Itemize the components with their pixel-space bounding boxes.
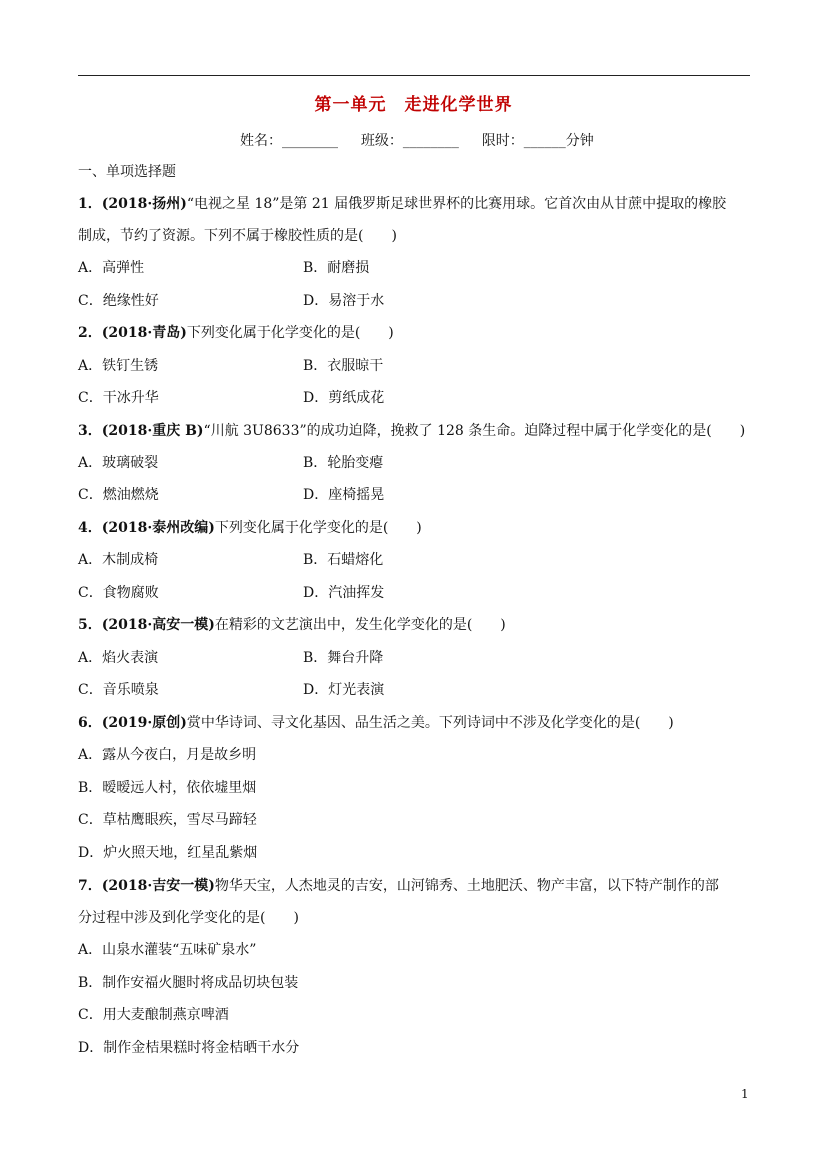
option-d[interactable]: D．易溶于水 <box>303 293 385 309</box>
question-2: 2．(2018·青岛)下列变化属于化学变化的是( ) <box>78 325 394 341</box>
option-b[interactable]: B．轮胎变瘪 <box>303 455 384 471</box>
option-c[interactable]: C．草枯鹰眼疾，雪尽马蹄轻 <box>78 812 257 828</box>
header-rule <box>78 75 750 76</box>
question-4-options-row2 <box>78 583 678 603</box>
option-a[interactable]: A．玻璃破裂 <box>78 455 159 471</box>
question-2-options-row1 <box>78 356 678 376</box>
question-5: 5．(2018·高安一模)在精彩的文艺演出中，发生化学变化的是( ) <box>78 617 506 633</box>
option-a[interactable]: A．露从今夜白，月是故乡明 <box>78 747 257 763</box>
option-c[interactable]: C．食物腐败 <box>78 585 159 601</box>
question-1-options-row2 <box>78 291 678 311</box>
question-4: 4．(2018·泰州改编)下列变化属于化学变化的是( ) <box>78 520 422 536</box>
question-2-options-row2 <box>78 388 678 408</box>
option-a[interactable]: A．山泉水灌装“五味矿泉水” <box>78 942 257 958</box>
option-c[interactable]: C．用大麦酿制燕京啤酒 <box>78 1007 229 1023</box>
option-a[interactable]: A．木制成椅 <box>78 552 159 568</box>
option-d[interactable]: D．灯光表演 <box>303 682 385 698</box>
option-b[interactable]: B．舞台升降 <box>303 650 384 666</box>
option-a[interactable]: A．焰火表演 <box>78 650 159 666</box>
option-b[interactable]: B．石蜡熔化 <box>303 552 384 568</box>
name-field[interactable]: 姓名：________ <box>240 133 338 149</box>
question-6: 6．(2019·原创)赏中华诗词、寻文化基因、品生活之美。下列诗词中不涉及化学变化的是( ) <box>78 715 674 731</box>
option-a[interactable]: A．高弹性 <box>78 260 145 276</box>
question-4-options-row1 <box>78 550 678 570</box>
question-7: 7．(2018·吉安一模)物华天宝，人杰地灵的吉安，山河锦秀、土地肥沃、物产丰富，以下特产制作的部 <box>78 878 719 894</box>
option-d[interactable]: D．剪纸成花 <box>303 390 385 406</box>
question-5-options-row2 <box>78 680 678 700</box>
question-7-stem-cont: 分过程中涉及到化学变化的是( ) <box>78 910 299 926</box>
question-3-options-row2 <box>78 485 678 505</box>
section-heading: 一、单项选择题 <box>78 164 176 180</box>
question-1: 1．(2018·扬州)“电视之星 18”是第 21 届俄罗斯足球世界杯的比赛用球。它首次由从甘蔗中提取的橡胶 <box>78 196 727 212</box>
option-b[interactable]: B．制作安福火腿时将成品切块包装 <box>78 975 299 991</box>
option-c[interactable]: C．干冰升华 <box>78 390 159 406</box>
option-d[interactable]: D．制作金桔果糕时将金桔晒干水分 <box>78 1040 300 1056</box>
option-c[interactable]: C．音乐喷泉 <box>78 682 159 698</box>
question-1-options-row1 <box>78 258 678 278</box>
time-field[interactable]: 限时：______分钟 <box>481 133 594 149</box>
option-b[interactable]: B．暧暧远人村，依依墟里烟 <box>78 780 257 796</box>
page-title: 第一单元 走进化学世界 <box>314 95 513 115</box>
student-info <box>240 130 608 150</box>
option-c[interactable]: C．绝缘性好 <box>78 293 159 309</box>
question-3-options-row1 <box>78 453 678 473</box>
option-d[interactable]: D．炉火照天地，红星乱紫烟 <box>78 845 258 861</box>
option-a[interactable]: A．铁钉生锈 <box>78 358 159 374</box>
question-3: 3．(2018·重庆 B)“川航 3U8633”的成功迫降，挽救了 128 条生命。迫降过程中属于化学变化的是( ) <box>78 423 746 439</box>
page-number: 1 <box>741 1087 749 1101</box>
option-b[interactable]: B．衣服晾干 <box>303 358 384 374</box>
option-c[interactable]: C．燃油燃烧 <box>78 487 159 503</box>
class-field[interactable]: 班级：________ <box>360 133 459 149</box>
option-d[interactable]: D．汽油挥发 <box>303 585 385 601</box>
option-b[interactable]: B．耐磨损 <box>303 260 370 276</box>
question-1-stem-cont: 制成，节约了资源。下列不属于橡胶性质的是( ) <box>78 228 397 244</box>
question-5-options-row1 <box>78 648 678 668</box>
option-d[interactable]: D．座椅摇晃 <box>303 487 385 503</box>
